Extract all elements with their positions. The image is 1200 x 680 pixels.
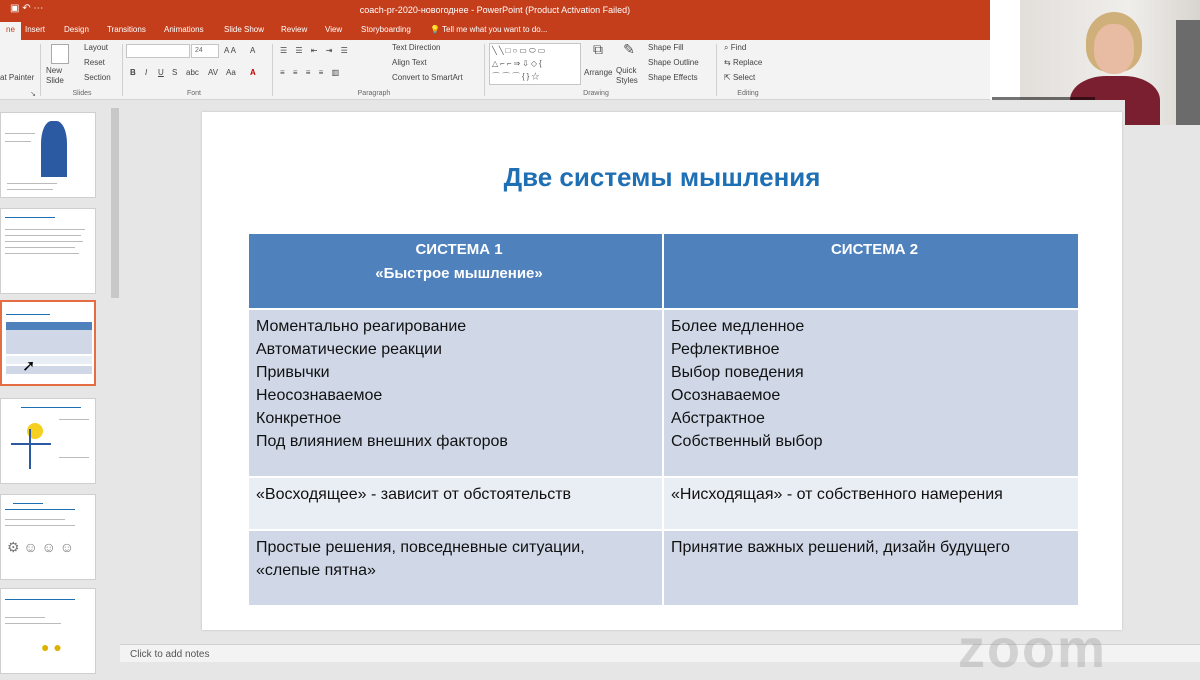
tab-storyboarding[interactable]: Storyboarding bbox=[361, 25, 411, 34]
thumb-arrow bbox=[29, 429, 31, 469]
bullets-icon[interactable]: ☰ ☰ ⇤ ⇥ ☰ bbox=[280, 46, 351, 55]
table-header-cell[interactable] bbox=[248, 233, 663, 309]
table-cell[interactable] bbox=[663, 477, 1079, 530]
slide-thumbnail-4[interactable] bbox=[0, 398, 96, 484]
table-header-cell[interactable] bbox=[663, 233, 1079, 309]
shape-effects-button[interactable]: Shape Effects bbox=[648, 73, 698, 82]
new-slide-icon[interactable] bbox=[51, 44, 69, 64]
thumb-line bbox=[59, 419, 89, 420]
slide-title[interactable]: Две системы мышления bbox=[503, 162, 821, 192]
tab-review[interactable]: Review bbox=[281, 25, 308, 34]
thumb-person bbox=[41, 121, 67, 177]
thumb-line bbox=[5, 229, 85, 230]
thumb-line bbox=[7, 189, 53, 190]
cell-line: Абстрактное bbox=[671, 410, 765, 427]
save-icon[interactable]: ▣ ↶ ⋯ bbox=[10, 3, 44, 14]
text-direction-button[interactable]: Text Direction bbox=[392, 43, 441, 52]
tab-insert[interactable]: Insert bbox=[25, 25, 46, 34]
window-title: coach-pr-2020-новогоднее - PowerPoint (Product Activation Failed) bbox=[359, 5, 631, 15]
thumb-line bbox=[5, 509, 75, 510]
thumb-line bbox=[5, 525, 75, 526]
ribbon-tabs bbox=[0, 20, 990, 40]
align-text-button[interactable]: Align Text bbox=[392, 58, 427, 67]
table-cell[interactable] bbox=[248, 477, 663, 530]
divider bbox=[122, 44, 123, 96]
cell-line: Осознаваемое bbox=[671, 387, 781, 404]
shape-outline-button[interactable]: Shape Outline bbox=[648, 58, 699, 67]
select-button[interactable]: ⇱ Select bbox=[724, 73, 756, 82]
cell-line: Рефлективное bbox=[671, 341, 780, 358]
cell-line: Моментально реагирование bbox=[256, 318, 467, 335]
table-cell[interactable] bbox=[663, 530, 1079, 606]
cell-line: «Нисходящая» - от собственного намерения bbox=[671, 486, 1003, 503]
font-group-label: Font bbox=[186, 90, 201, 97]
quick-styles-icon[interactable]: ✎ bbox=[623, 41, 635, 57]
format-painter-button[interactable]: at Painter bbox=[0, 73, 35, 82]
underline-button[interactable]: U bbox=[158, 68, 164, 77]
select-icon: ⇱ bbox=[724, 73, 733, 82]
cell-line: Привычки bbox=[256, 364, 330, 381]
editing-group-label: Editing bbox=[737, 90, 759, 97]
slide-thumbnail-5[interactable] bbox=[0, 494, 96, 580]
align-icons[interactable]: ≡ ≡ ≡ ≡ ▥ bbox=[280, 68, 343, 77]
arrange-button[interactable]: Arrange bbox=[584, 68, 613, 77]
cell-line: Конкретное bbox=[256, 410, 342, 427]
thumbnails-scrollbar[interactable] bbox=[110, 100, 120, 640]
table-row bbox=[248, 477, 1079, 530]
font-color-icon[interactable]: A bbox=[250, 68, 256, 77]
table-row bbox=[248, 309, 1079, 477]
thumb-line bbox=[21, 407, 81, 408]
table-cell[interactable] bbox=[248, 530, 663, 606]
replace-icon: ⇆ bbox=[724, 58, 733, 67]
ribbon bbox=[0, 40, 990, 100]
cell-line: Собственный выбор bbox=[671, 433, 823, 450]
section-button[interactable]: Section bbox=[84, 73, 111, 82]
slide-thumbnail-1[interactable] bbox=[0, 112, 96, 198]
thumb-line bbox=[5, 241, 83, 242]
shadow-button[interactable]: S bbox=[172, 68, 178, 77]
thumb-line bbox=[5, 253, 79, 254]
thumb-line bbox=[7, 183, 57, 184]
bold-button[interactable]: B bbox=[130, 68, 136, 77]
table-header-row bbox=[248, 233, 1079, 309]
find-icon: ⌕ bbox=[724, 43, 731, 52]
cell-line: «Восходящее» - зависит от обстоятельств bbox=[256, 486, 572, 503]
thumb-table-row bbox=[6, 356, 92, 364]
divider bbox=[40, 44, 41, 96]
person-face bbox=[1094, 24, 1134, 74]
drawing-group-label: Drawing bbox=[583, 90, 609, 97]
tab-view[interactable]: View bbox=[325, 25, 343, 34]
tab-slide-show[interactable]: Slide Show bbox=[224, 25, 265, 34]
divider bbox=[484, 44, 485, 96]
header-line: СИСТЕМА 2 bbox=[830, 241, 919, 258]
thumb-line bbox=[59, 457, 89, 458]
italic-button[interactable]: I bbox=[145, 68, 148, 77]
cell-line: Под влиянием внешних факторов bbox=[256, 433, 508, 450]
strikethrough-button[interactable]: abc bbox=[186, 68, 199, 77]
tab-transitions[interactable]: Transitions bbox=[107, 25, 146, 34]
mouse-cursor-icon: ➚ bbox=[22, 358, 36, 375]
cell-line: Более медленное bbox=[671, 318, 805, 335]
table-cell[interactable] bbox=[663, 309, 1079, 477]
thumb-line bbox=[5, 519, 65, 520]
char-spacing-icon[interactable]: AV bbox=[208, 68, 219, 77]
notes-pane[interactable]: Click to add notes bbox=[120, 644, 1200, 662]
thumb-table-row bbox=[6, 366, 92, 374]
title-bar bbox=[0, 0, 990, 20]
quick-styles-button[interactable]: Quick Styles bbox=[616, 66, 638, 85]
font-grow-icon[interactable]: A A bbox=[224, 46, 237, 55]
thumb-line bbox=[5, 623, 61, 624]
tell-me-search[interactable]: Tell me what you want to do... bbox=[442, 25, 548, 34]
slide-thumbnail-3[interactable] bbox=[0, 300, 96, 386]
thumb-line bbox=[6, 314, 50, 315]
tab-home[interactable]: ne bbox=[0, 22, 21, 40]
arrange-icon[interactable]: ⧉ bbox=[593, 41, 603, 57]
scrollbar-thumb[interactable] bbox=[111, 108, 119, 298]
thumb-table-header bbox=[6, 322, 92, 330]
cell-line: Неосознаваемое bbox=[256, 387, 383, 404]
thumb-line bbox=[5, 235, 81, 236]
thumb-line bbox=[5, 599, 75, 600]
thumb-bulbs: ● ● bbox=[41, 639, 62, 655]
header-line: СИСТЕМА 1 bbox=[415, 241, 503, 258]
slide-thumbnails bbox=[0, 100, 110, 662]
divider bbox=[272, 44, 273, 96]
layout-button[interactable]: Layout bbox=[84, 43, 109, 52]
new-slide-button[interactable]: New Slide bbox=[46, 66, 64, 85]
table-row bbox=[248, 530, 1079, 606]
replace-button[interactable]: ⇆ Replace bbox=[724, 58, 763, 67]
font-size-field[interactable]: 24 bbox=[191, 44, 219, 58]
convert-smartart-button[interactable]: Convert to SmartArt bbox=[392, 73, 463, 82]
thumb-line bbox=[5, 617, 45, 618]
thumb-line bbox=[5, 133, 35, 134]
cell-line: «слепые пятна» bbox=[256, 562, 376, 579]
cell-line: Автоматические реакции bbox=[256, 341, 442, 358]
zoom-watermark: zoom bbox=[958, 619, 1107, 679]
shapes-gallery[interactable]: ╲╲□○▭⬭▭ △⌐⌐⇒⇩◇{ ⌒⌒⌒{}☆ bbox=[489, 43, 581, 85]
cell-line: Принятие важных решений, дизайн будущего bbox=[671, 539, 1010, 556]
thumb-line bbox=[5, 217, 55, 218]
slide-thumbnail-2[interactable] bbox=[0, 208, 96, 294]
tab-animations[interactable]: Animations bbox=[164, 25, 204, 34]
cell-line: Простые решения, повседневные ситуации, bbox=[256, 539, 585, 556]
table-cell[interactable] bbox=[248, 309, 663, 477]
slide-thumbnail-6[interactable] bbox=[0, 588, 96, 674]
comparison-table[interactable] bbox=[247, 232, 1080, 607]
clear-format-icon[interactable]: A bbox=[250, 46, 256, 55]
divider bbox=[716, 44, 717, 96]
header-line: «Быстрое мышление» bbox=[375, 265, 543, 282]
thumb-figures: ⚙ ☺ ☺ ☺ bbox=[7, 539, 75, 555]
thumb-line bbox=[5, 141, 31, 142]
shape-fill-button[interactable]: Shape Fill bbox=[648, 43, 684, 52]
paragraph-group-label: Paragraph bbox=[357, 90, 391, 97]
thumb-line bbox=[5, 247, 75, 248]
lightbulb-icon: 💡 bbox=[430, 25, 440, 34]
thumb-line bbox=[13, 503, 43, 504]
current-slide[interactable] bbox=[202, 112, 1122, 630]
reset-button[interactable]: Reset bbox=[84, 58, 105, 67]
clipboard-launcher-icon[interactable]: ↘ bbox=[30, 91, 36, 98]
change-case-icon[interactable]: Aa bbox=[226, 68, 236, 77]
thumb-arrow bbox=[11, 443, 51, 445]
font-name-field[interactable] bbox=[126, 44, 190, 58]
cell-line: Выбор поведения bbox=[671, 364, 804, 381]
slides-group-label: Slides bbox=[72, 90, 92, 97]
find-button[interactable]: ⌕ Find bbox=[724, 43, 747, 52]
coat-stand bbox=[1176, 20, 1200, 125]
thumb-table-body bbox=[6, 330, 92, 354]
tab-design[interactable]: Design bbox=[64, 25, 89, 34]
canvas-scrollbar[interactable] bbox=[1125, 125, 1200, 644]
